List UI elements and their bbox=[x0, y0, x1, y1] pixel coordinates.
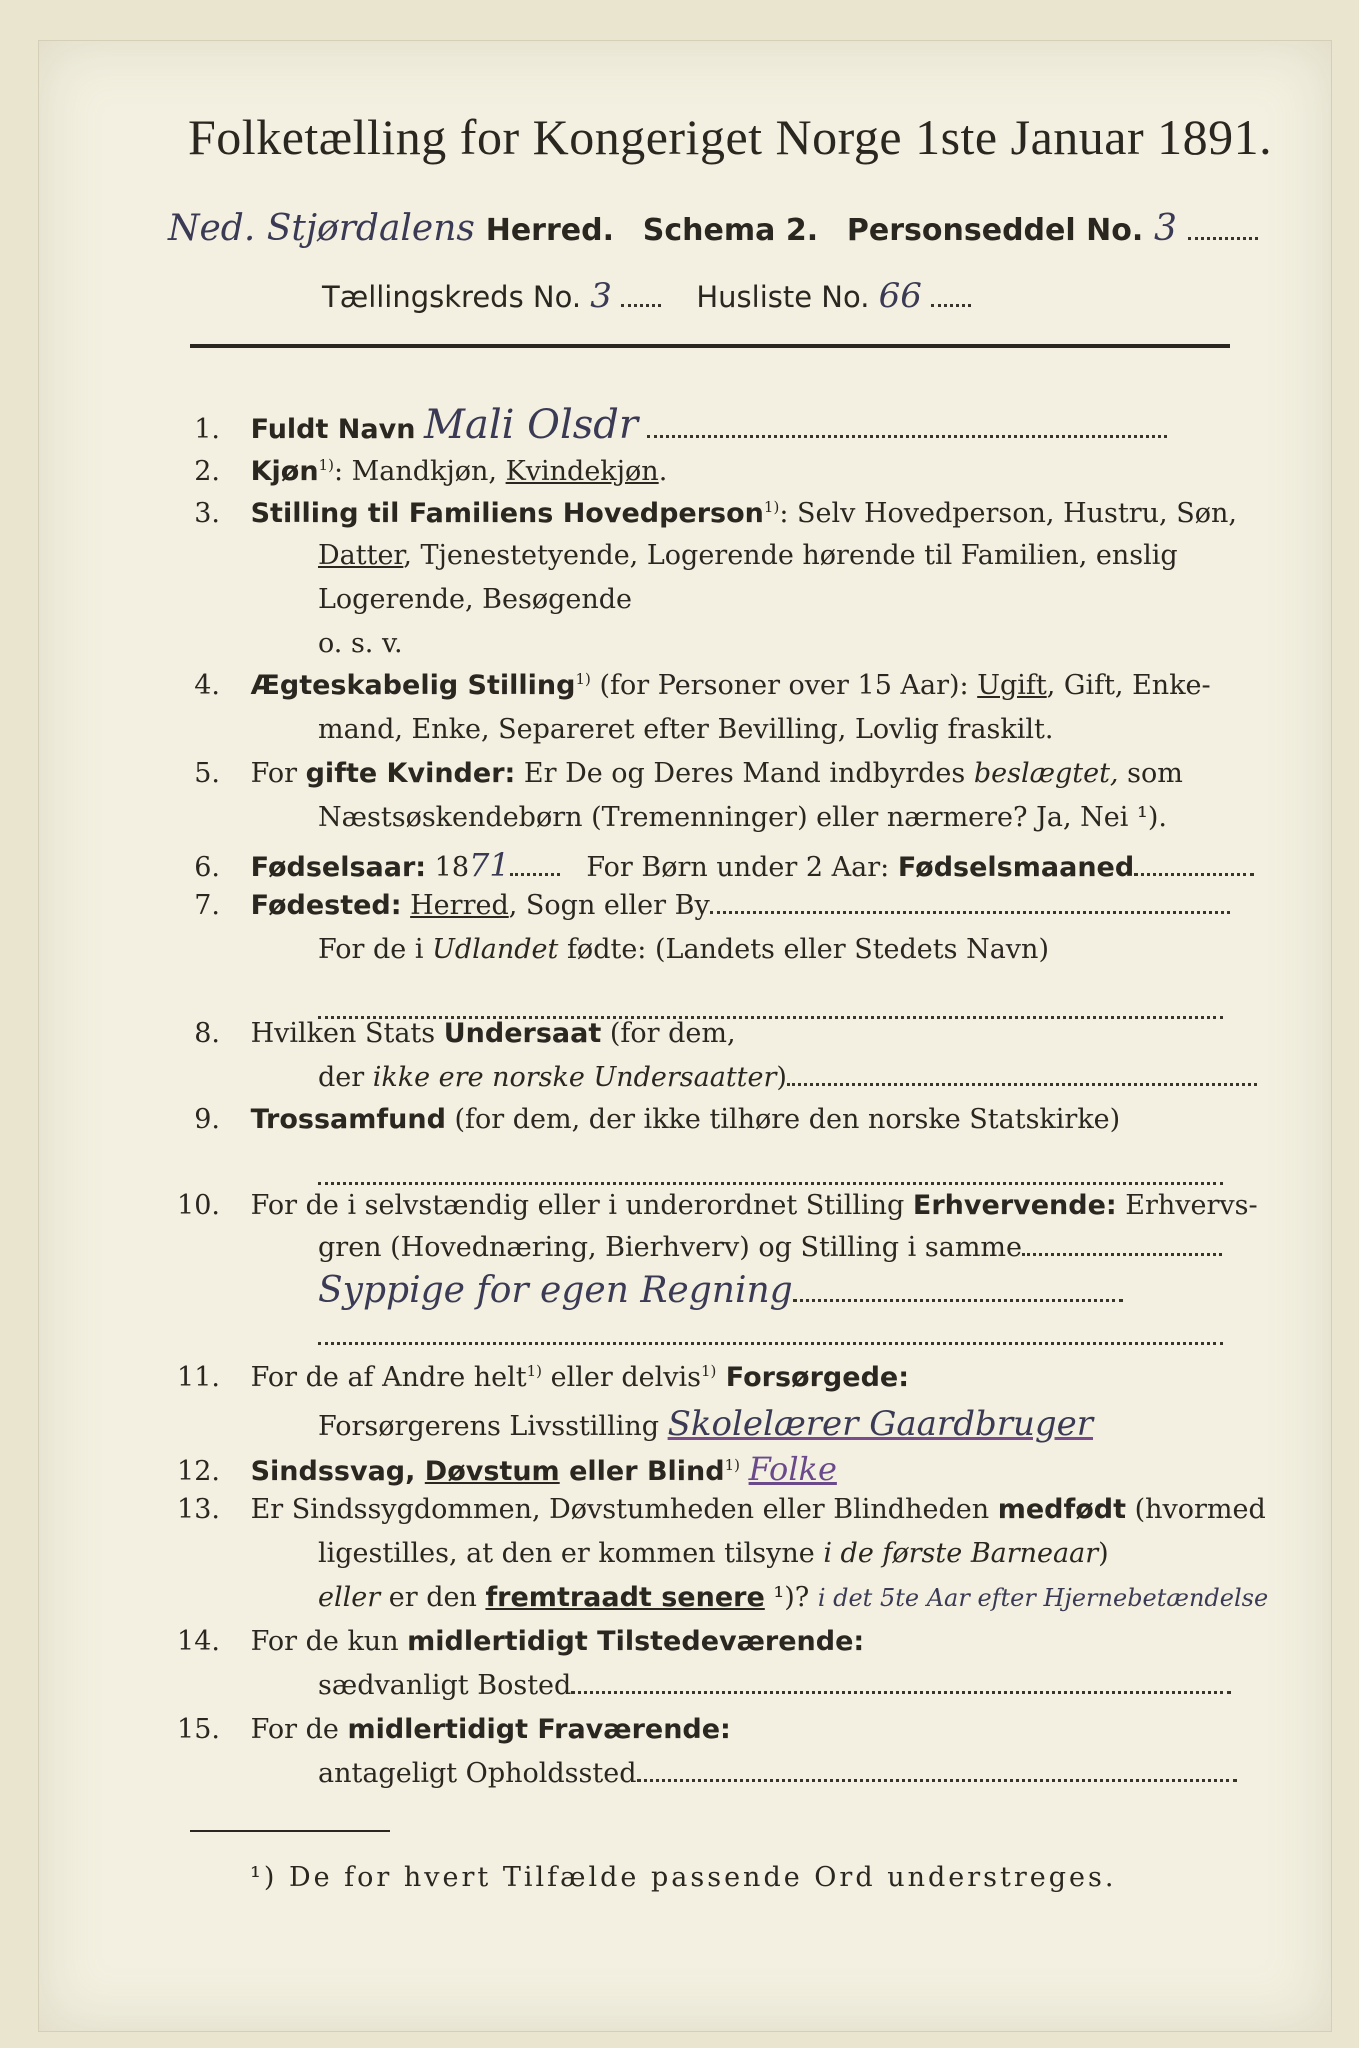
item-label: Ægteskabelig Stilling bbox=[250, 670, 576, 701]
item-italic-text: beslægtet, bbox=[973, 758, 1119, 789]
item-text: fødte: (Landets eller Stedets Navn) bbox=[558, 934, 1049, 965]
disability-note-handwritten: Folke bbox=[748, 1450, 837, 1488]
footnote-ref: 1) bbox=[318, 456, 334, 474]
item-text: ligestilles, at den er kommen tilsyne bbox=[318, 1538, 824, 1569]
dotted-leader bbox=[318, 1342, 1223, 1345]
item-number: 6. bbox=[194, 852, 220, 883]
item-13 bbox=[150, 1494, 1266, 1525]
item-number: 15. bbox=[177, 1714, 220, 1745]
item-label: Forsørgede: bbox=[716, 1362, 910, 1393]
item-11 bbox=[150, 1362, 909, 1393]
footnote-ref: 1) bbox=[763, 498, 780, 516]
dotted-leader bbox=[571, 1691, 1231, 1694]
dotted-leader bbox=[637, 1779, 1237, 1782]
selected-option: Døvstum bbox=[424, 1456, 560, 1487]
item-text: Forsørgerens Livsstilling bbox=[318, 1411, 660, 1442]
dotted-leader bbox=[1022, 1253, 1222, 1256]
occupation-handwritten: Syppige for egen Regning bbox=[318, 1270, 793, 1311]
husliste-number: 66 bbox=[878, 276, 922, 316]
item-9 bbox=[150, 1104, 1120, 1135]
birth-year-handwritten: 71 bbox=[469, 846, 510, 884]
item-label: Erhvervende: bbox=[912, 1190, 1117, 1221]
item-label: midlertidigt Tilstedeværende: bbox=[407, 1626, 865, 1657]
item-text: (hvormed bbox=[1126, 1494, 1266, 1525]
item-number: 9. bbox=[194, 1104, 220, 1135]
item-label: Trossamfund bbox=[250, 1104, 446, 1135]
item-text: (for Personer over 15 Aar): bbox=[590, 670, 978, 701]
item-13-line-2 bbox=[318, 1538, 1109, 1569]
item-label: Kjøn bbox=[250, 456, 319, 487]
item-2 bbox=[150, 456, 667, 487]
item-text: Er Sindssygdommen, Døvstumheden eller Blindheden bbox=[250, 1494, 998, 1525]
item-text: : Mandkjøn, bbox=[333, 456, 506, 487]
item-text: gren (Hovednæring, Bierhverv) og Stilling i samme bbox=[318, 1232, 1023, 1263]
item-4-line-2: mand, Enke, Separeret efter Bevilling, Lovlig fraskilt. bbox=[318, 714, 1054, 745]
selected-option: Kvindekjøn bbox=[505, 456, 659, 487]
item-10-answer-line-2 bbox=[318, 1330, 1223, 1349]
item-text: ) bbox=[776, 1062, 787, 1093]
onset-note-handwritten: i det 5te Aar efter Hjernebetændelse bbox=[817, 1584, 1269, 1612]
item-text: (for dem, der ikke tilhøre den norske Statskirke) bbox=[445, 1104, 1121, 1135]
item-13-line-3 bbox=[318, 1582, 1268, 1613]
item-3-line-4: o. s. v. bbox=[318, 628, 403, 659]
item-text: : Selv Hovedperson, Hustru, Søn, bbox=[779, 498, 1237, 529]
item-label: Fødselsmaaned bbox=[897, 852, 1135, 883]
item-5 bbox=[150, 758, 1183, 789]
item-15-line-2 bbox=[318, 1758, 1237, 1789]
item-7 bbox=[150, 890, 1230, 921]
item-8-line-2 bbox=[318, 1062, 1257, 1093]
year-prefix: 18 bbox=[426, 852, 470, 883]
kreds-line bbox=[322, 276, 971, 316]
item-text: For de bbox=[250, 1714, 348, 1745]
dotted-leader bbox=[787, 1083, 1257, 1086]
item-3 bbox=[150, 498, 1237, 529]
dotted-leader bbox=[1134, 873, 1254, 876]
form-title: Folketælling for Kongeriget Norge 1ste Januar 1891. bbox=[188, 109, 1273, 165]
herred-name-handwritten: Ned. Stjørdalens bbox=[168, 208, 475, 249]
item-text: (for dem, bbox=[601, 1018, 736, 1049]
footnote-ref: 1) bbox=[526, 1362, 543, 1380]
item-number: 12. bbox=[177, 1456, 220, 1487]
item-3-line-3: Logerende, Besøgende bbox=[318, 584, 632, 615]
item-15 bbox=[150, 1714, 731, 1745]
footnote-ref: 1) bbox=[724, 1456, 740, 1474]
item-text: For de i bbox=[318, 934, 433, 965]
dotted-leader bbox=[931, 304, 971, 307]
footnote-ref: 1) bbox=[700, 1362, 717, 1380]
item-label: fremtraadt senere bbox=[485, 1582, 765, 1613]
selected-option: Datter bbox=[318, 540, 404, 571]
item-text: Hvilken Stats bbox=[250, 1018, 444, 1049]
item-text: , Tjenestetyende, Logerende hørende til Familien, enslig bbox=[403, 540, 1178, 571]
item-text: Erhvervs- bbox=[1116, 1190, 1258, 1221]
item-11-line-2 bbox=[318, 1404, 1093, 1444]
herred-line bbox=[168, 208, 1258, 249]
item-text: , Sogn eller By bbox=[508, 890, 710, 921]
full-name-handwritten: Mali Olsdr bbox=[424, 402, 638, 448]
item-5-line-2: Næstsøskendebørn (Tremenninger) eller nærmere? Ja, Nei ¹). bbox=[318, 802, 1167, 833]
dotted-leader bbox=[318, 1182, 1223, 1185]
item-label: Fuldt Navn bbox=[250, 414, 416, 445]
item-number: 8. bbox=[194, 1018, 220, 1049]
item-number: 5. bbox=[194, 758, 220, 789]
item-7-line-2 bbox=[318, 934, 1049, 965]
item-text: For bbox=[250, 758, 306, 789]
item-label: eller Blind bbox=[559, 1456, 725, 1487]
footnote-text: ¹) De for hvert Tilfælde passende Ord understreges. bbox=[250, 1862, 1117, 1893]
item-text: sædvanligt Bosted bbox=[318, 1670, 572, 1701]
personseddel-number: 3 bbox=[1154, 208, 1177, 249]
item-italic-text: eller bbox=[318, 1582, 381, 1613]
item-italic-text: i de første Barneaar bbox=[823, 1538, 1099, 1569]
item-label: medfødt bbox=[997, 1494, 1126, 1525]
item-label: Sindssvag, bbox=[250, 1456, 425, 1487]
item-8 bbox=[150, 1018, 736, 1049]
item-label: gifte Kvinder: bbox=[305, 758, 516, 789]
item-12 bbox=[150, 1450, 837, 1488]
dotted-leader bbox=[621, 304, 661, 307]
item-label: Fødested: bbox=[250, 890, 402, 921]
item-text: For Børn under 2 Aar: bbox=[586, 852, 898, 883]
dotted-leader bbox=[710, 911, 1230, 914]
item-1 bbox=[150, 402, 1167, 448]
item-label: Fødselsaar: bbox=[250, 852, 427, 883]
item-14-line-2 bbox=[318, 1670, 1231, 1701]
item-text: der bbox=[318, 1062, 373, 1093]
item-14 bbox=[150, 1626, 864, 1657]
item-3-line-2 bbox=[318, 540, 1178, 571]
item-italic-text: ikke ere norske Undersaatter bbox=[372, 1062, 777, 1093]
selected-option: Ugift bbox=[977, 670, 1047, 701]
item-6 bbox=[150, 846, 1254, 884]
item-10-line-2 bbox=[318, 1232, 1222, 1263]
header-rule bbox=[190, 344, 1230, 348]
item-number: 13. bbox=[177, 1494, 220, 1525]
item-number: 10. bbox=[177, 1190, 220, 1221]
kreds-label: Tællingskreds No. bbox=[322, 280, 582, 314]
kreds-number: 3 bbox=[590, 276, 612, 316]
item-label: Stilling til Familiens Hovedperson bbox=[250, 498, 764, 529]
item-text: er den bbox=[380, 1582, 486, 1613]
item-number: 3. bbox=[194, 498, 220, 529]
herred-label: Herred. bbox=[485, 213, 614, 248]
item-text: For de kun bbox=[250, 1626, 408, 1657]
item-number: 2. bbox=[194, 456, 220, 487]
item-text: ) bbox=[1098, 1538, 1109, 1569]
item-label: midlertidigt Fraværende: bbox=[347, 1714, 731, 1745]
schema-label: Schema 2. bbox=[642, 213, 819, 248]
item-italic-text: Udlandet bbox=[432, 934, 559, 965]
item-10 bbox=[150, 1190, 1258, 1221]
provider-occupation-handwritten: Skolelærer Gaardbruger bbox=[667, 1404, 1094, 1444]
item-text: Er De og Deres Mand indbyrdes bbox=[515, 758, 974, 789]
item-4 bbox=[150, 670, 1211, 701]
husliste-label: Husliste No. bbox=[696, 280, 870, 314]
item-9-answer-line bbox=[318, 1170, 1223, 1189]
dotted-leader bbox=[647, 435, 1167, 438]
item-10-answer bbox=[318, 1270, 1123, 1311]
personseddel-label: Personseddel No. bbox=[846, 213, 1144, 248]
item-text: , Gift, Enke- bbox=[1046, 670, 1211, 701]
item-text: som bbox=[1118, 758, 1183, 789]
footnote-separator bbox=[190, 1830, 390, 1832]
item-number: 11. bbox=[177, 1362, 220, 1393]
dotted-leader bbox=[1188, 237, 1258, 240]
item-label: Undersaat bbox=[443, 1018, 602, 1049]
item-text: eller delvis bbox=[542, 1362, 701, 1393]
item-number: 1. bbox=[194, 414, 220, 445]
item-number: 7. bbox=[194, 890, 220, 921]
selected-option: Herred bbox=[410, 890, 509, 921]
dotted-leader bbox=[510, 873, 560, 876]
item-number: 14. bbox=[177, 1626, 220, 1657]
item-number: 4. bbox=[194, 670, 220, 701]
item-text: antageligt Opholdssted bbox=[318, 1758, 637, 1789]
dotted-leader bbox=[793, 1299, 1123, 1302]
item-text: ¹)? bbox=[764, 1582, 810, 1613]
footnote-ref: 1) bbox=[575, 670, 591, 688]
item-text: For de af Andre helt bbox=[250, 1362, 527, 1393]
item-text: For de i selvstændig eller i underordnet Stilling bbox=[250, 1190, 913, 1221]
item-text: . bbox=[658, 456, 668, 487]
